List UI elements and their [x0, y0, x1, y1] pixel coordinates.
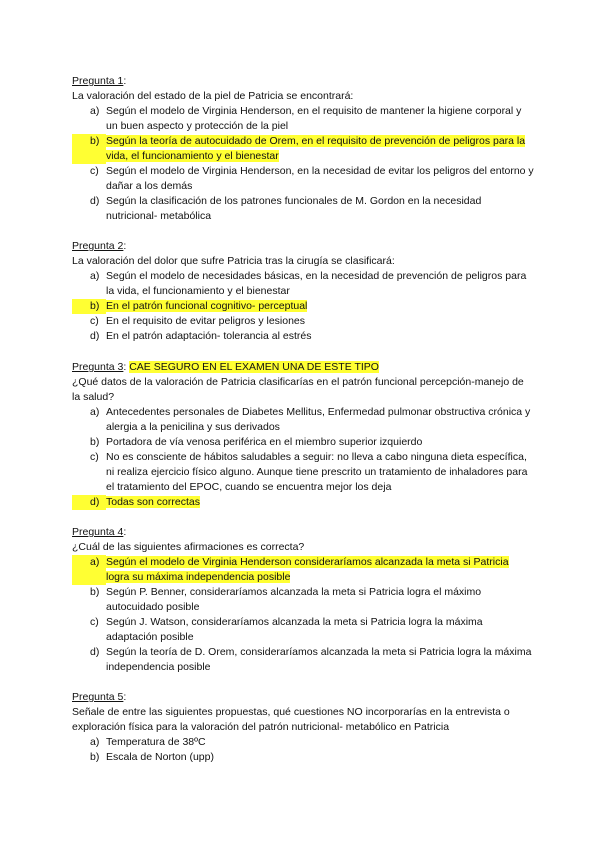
- question-3: Pregunta 3: CAE SEGURO EN EL EXAMEN UNA DE ESTE TIPO ¿Qué datos de la valoración de Patricia clasificarías en el patrón funcional percepción-manejo de la salud? a) Antecedentes personales de Diabetes Mellitus, Enfermedad pulmonar obstructiva crónica y alergia a la penicilina y sus derivados b) Portadora de vía venosa periférica en el miembro superior izquierdo c) No es consciente de hábitos saludables a seguir: no lleva a cabo ninguna dieta específica, ni realiza ejercicio físico alguno. Aunque tiene prescrito un tratamiento de inhaladores para el tratamiento del EPOC, cuando se encuentra mejor los deja d) Todas son correctas: [72, 360, 534, 510]
- question-title: Pregunta 4: [72, 526, 124, 538]
- question-stem: La valoración del dolor que sufre Patricia tras la cirugía se clasificará:: [72, 255, 395, 267]
- option-list: [72, 269, 534, 344]
- option-b: b) En el patrón funcional cognitivo- perceptual: [72, 299, 534, 314]
- option-a: a) Según el modelo de Virginia Henderson, en el requisito de mantener la higiene corporal y un buen aspecto y protección de la piel: [90, 105, 522, 132]
- option-a: a) Antecedentes personales de Diabetes Mellitus, Enfermedad pulmonar obstructiva crónica y alergia a la penicilina y sus derivados: [90, 406, 531, 433]
- question-1: Pregunta 1: La valoración del estado de la piel de Patricia se encontrará: a) Según el modelo de Virginia Henderson, en el requisito de mantener la higiene corporal y un buen aspecto y protección de la piel b) Según la teoría de autocuidado de Orem, en el requisito de prevención de peligros para la vida, el funcionamiento y el bienestar c) Según el modelo de Virginia Henderson, en la necesidad de evitar los peligros del entorno y dañar a los demás d) Según la clasificación de los patrones funcionales de M. Gordon en la necesidad nutricional- metabólica: [72, 75, 534, 222]
- question-stem: La valoración del estado de la piel de Patricia se encontrará:: [72, 90, 354, 102]
- exam-note-banner: CAE SEGURO EN EL EXAMEN UNA DE ESTE TIPO: [129, 361, 379, 373]
- option-d: d) Según la teoría de D. Orem, consideraríamos alcanzada la meta si Patricia logra la máxima independencia posible: [90, 646, 532, 673]
- question-title: Pregunta 2: [72, 240, 124, 252]
- question-4: Pregunta 4: ¿Cuál de las siguientes afirmaciones es correcta? a) Según el modelo de Virginia Henderson consideraríamos alcanzada la meta si Patricia logra su máxima independencia posible b) Según P. Benner, consideraríamos alcanzada la meta si Patricia logra el máximo autocuidado posible c) Según J. Watson, consideraríamos alcanzada la meta si Patricia logra la máxima adaptación posible d) Según la teoría de D. Orem, consideraríamos alcanzada la meta si Patricia logra la máxima independencia posible: [72, 525, 534, 675]
- option-list: [72, 735, 534, 765]
- option-list: [72, 405, 534, 510]
- option-b: b) Según la teoría de autocuidado de Orem, en el requisito de prevención de peligros para la vida, el funcionamiento y el bienestar: [72, 134, 534, 164]
- option-c: c) En el requisito de evitar peligros y lesiones: [90, 315, 306, 327]
- highlighted-answer: Todas son correctas: [106, 496, 200, 508]
- option-c: c) No es consciente de hábitos saludables a seguir: no lleva a cabo ninguna dieta específica, ni realiza ejercicio físico alguno. Aunque tiene prescrito un tratamiento de inhaladores para el tratamiento del EPOC, cuando se encuentra mejor los deja: [90, 451, 528, 493]
- option-b: b) Portadora de vía venosa periférica en el miembro superior izquierdo: [90, 436, 423, 448]
- question-stem: ¿Qué datos de la valoración de Patricia clasificarías en el patrón funcional percepción-manejo de la salud?: [72, 376, 524, 403]
- highlighted-answer: Según el modelo de Virginia Henderson consideraríamos alcanzada la meta si Patricia logra su máxima independencia posible: [106, 556, 509, 583]
- option-b: b) Según P. Benner, consideraríamos alcanzada la meta si Patricia logra el máximo autocuidado posible: [90, 586, 482, 613]
- question-title: Pregunta 1: [72, 75, 124, 87]
- question-stem: ¿Cuál de las siguientes afirmaciones es correcta?: [72, 541, 305, 553]
- option-list: [72, 104, 534, 224]
- option-list: [72, 555, 534, 675]
- option-d: d) Todas son correctas: [72, 495, 534, 510]
- question-stem: Señale de entre las siguientes propuestas, qué cuestiones NO incorporarías en la entrevista o exploración física para la valoración del patrón nutricional- metabólico en Patricia: [72, 706, 510, 733]
- question-5: Pregunta 5: Señale de entre las siguientes propuestas, qué cuestiones NO incorporarías en la entrevista o exploración física para la valoración del patrón nutricional- metabólico en Patricia a) Temperatura de 38ºC b) Escala de Norton (upp): [72, 690, 534, 765]
- option-a: a) Según el modelo de necesidades básicas, en la necesidad de prevención de peligros para la vida, el funcionamiento y el bienestar: [90, 270, 527, 297]
- option-a: a) Temperatura de 38ºC: [90, 736, 206, 748]
- question-title: Pregunta 5: [72, 691, 124, 703]
- option-c: c) Según J. Watson, consideraríamos alcanzada la meta si Patricia logra la máxima adaptación posible: [90, 616, 483, 643]
- option-d: d) En el patrón adaptación- tolerancia al estrés: [90, 330, 312, 342]
- option-d: d) Según la clasificación de los patrones funcionales de M. Gordon en la necesidad nutricional- metabólica: [90, 195, 482, 222]
- highlighted-answer: Según la teoría de autocuidado de Orem, en el requisito de prevención de peligros para la vida, el funcionamiento y el bienestar: [106, 135, 526, 162]
- option-a: a) Según el modelo de Virginia Henderson consideraríamos alcanzada la meta si Patricia logra su máxima independencia posible: [72, 555, 534, 585]
- question-title: Pregunta 3: [72, 361, 124, 373]
- question-2: Pregunta 2: La valoración del dolor que sufre Patricia tras la cirugía se clasificará: a) Según el modelo de necesidades básicas, en la necesidad de prevención de peligros para la vida, el funcionamiento y el bienestar b) En el patrón funcional cognitivo- perceptual c) En el requisito de evitar peligros y lesiones d) En el patrón adaptación- tolerancia al estrés: [72, 239, 534, 344]
- option-b: b) Escala de Norton (upp): [90, 751, 214, 763]
- option-c: c) Según el modelo de Virginia Henderson, en la necesidad de evitar los peligros del entorno y dañar a los demás: [90, 165, 534, 192]
- highlighted-answer: En el patrón funcional cognitivo- perceptual: [106, 300, 308, 312]
